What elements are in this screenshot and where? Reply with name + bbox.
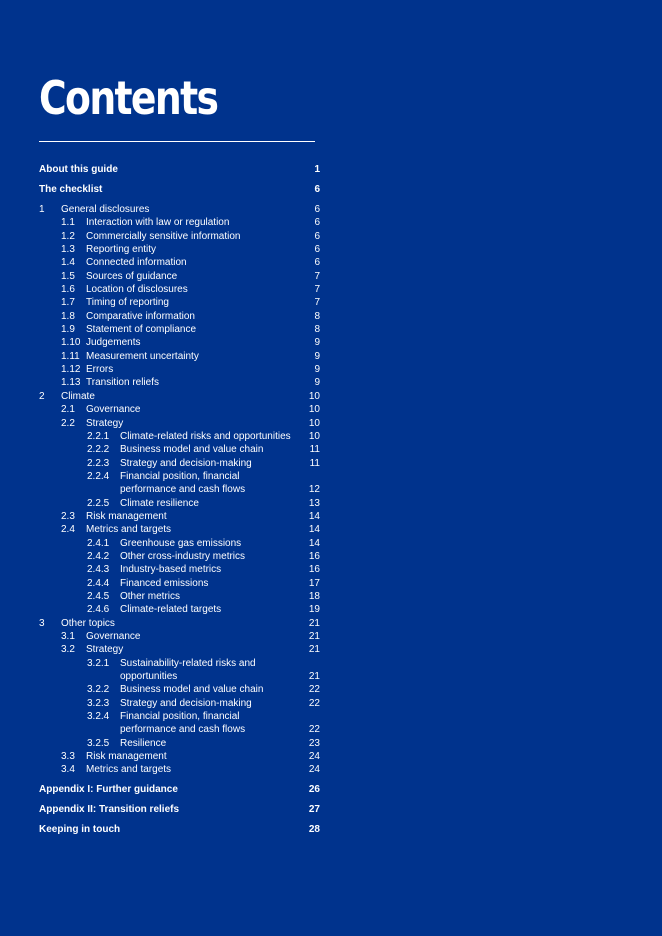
toc-entry-title: Location of disclosures	[86, 284, 188, 296]
toc-entry-page: 28	[308, 823, 320, 835]
toc-entry-number: 1.6	[61, 284, 75, 296]
toc-entry[interactable]	[39, 577, 320, 590]
toc-entry-title: Other cross-industry metrics	[120, 550, 246, 562]
toc-entry[interactable]	[39, 670, 320, 683]
toc-entry-page: 19	[308, 604, 320, 616]
toc-entry-title: Climate-related targets	[120, 604, 222, 616]
toc-entry-title: Metrics and targets	[86, 764, 172, 776]
toc-entry-title: Other topics	[61, 617, 115, 629]
toc-entry-title: Climate	[61, 390, 95, 402]
toc-entry-page: 23	[308, 737, 320, 749]
toc-entry-number: 2.4.6	[87, 604, 110, 616]
toc-entry-page: 21	[308, 644, 320, 656]
toc-entry-title: Risk management	[86, 510, 167, 522]
toc-entry-title: Business model and value chain	[120, 684, 264, 696]
toc-entry-number: 1.8	[61, 310, 75, 322]
toc-entry[interactable]	[39, 590, 320, 603]
toc-entry-number: 2.2	[61, 417, 75, 429]
toc-entry-title: Other metrics	[120, 590, 181, 602]
toc-entry-title: Commercially sensitive information	[86, 230, 241, 242]
toc-entry-number: 3.2.3	[87, 697, 110, 709]
toc-entry-number: 3.2.2	[87, 684, 110, 696]
toc-entry-title: Financed emissions	[120, 577, 209, 589]
toc-entry-number: 3.4	[61, 764, 75, 776]
toc-entry-page: 14	[308, 510, 320, 522]
toc-entry-number: 2.4.2	[87, 550, 110, 562]
toc-entry-title: Governance	[86, 631, 141, 642]
toc-entry-number: 2.4.3	[87, 564, 110, 576]
toc-entry[interactable]	[39, 310, 320, 323]
toc-entry[interactable]	[39, 430, 320, 443]
toc-entry[interactable]	[39, 336, 320, 349]
toc-entry-page: 6	[314, 230, 320, 242]
toc-entry-title: Appendix II: Transition reliefs	[39, 803, 180, 815]
toc-entry-page: 21	[308, 631, 320, 642]
toc-entry-number: 2.1	[61, 404, 75, 416]
toc-entry-title: Strategy	[86, 644, 124, 656]
toc-entry-page: 6	[314, 217, 320, 229]
toc-entry-title: Reporting entity	[86, 244, 157, 256]
toc-entry-page: 8	[314, 310, 320, 322]
toc-entry[interactable]	[39, 270, 320, 283]
toc-entry-title: Timing of reporting	[86, 297, 169, 309]
toc-entry[interactable]	[39, 243, 320, 256]
toc-entry[interactable]	[39, 657, 320, 670]
toc-section-entry[interactable]	[39, 803, 320, 817]
toc-entry-title: Governance	[86, 404, 141, 416]
toc-entry-page: 9	[314, 364, 320, 376]
toc-entry-page: 11	[309, 457, 320, 469]
toc-entry-number: 2.2.5	[87, 497, 110, 509]
toc-entry-page: 21	[308, 671, 320, 683]
toc-section-entry[interactable]	[39, 183, 320, 197]
toc-section-entry[interactable]	[39, 163, 320, 177]
toc-entry-page: 24	[308, 764, 320, 776]
toc-entry-page: 6	[314, 184, 320, 195]
toc-entry-title: Business model and value chain	[120, 444, 264, 456]
toc-entry[interactable]	[39, 443, 320, 456]
toc-entry[interactable]	[39, 376, 320, 389]
toc-entry-number: 1.1	[61, 217, 75, 229]
toc-entry[interactable]	[39, 296, 320, 309]
toc-entry-number: 2.4	[61, 524, 75, 536]
toc-entry-page: 6	[314, 244, 320, 256]
toc-entry-page: 9	[314, 377, 320, 389]
toc-entry-page: 16	[308, 550, 320, 562]
toc-entry-page: 8	[314, 324, 320, 336]
toc-entry[interactable]	[39, 683, 320, 696]
toc-entry-title: Strategy	[86, 417, 124, 429]
toc-entry-page: 6	[314, 257, 320, 269]
toc-entry-page: 7	[314, 297, 320, 309]
toc-entry-page: 14	[308, 524, 320, 536]
toc-entry-page: 17	[308, 577, 320, 589]
toc-entry[interactable]	[39, 417, 320, 430]
toc-entry[interactable]	[39, 710, 320, 723]
toc-entry-page: 11	[309, 444, 320, 456]
toc-entry-number: 1.13	[61, 377, 81, 389]
toc-entry-title: performance and cash flows	[120, 724, 246, 736]
toc-entry-page: 10	[308, 417, 320, 429]
toc-entry-title: Judgements	[86, 337, 141, 349]
toc-entry-number: 1.5	[61, 270, 75, 282]
toc-entry-number: 2	[39, 390, 45, 402]
toc-entry-title: The checklist	[39, 184, 103, 195]
toc-entry-title: opportunities	[120, 671, 178, 683]
toc-entry-page: 10	[308, 390, 320, 402]
toc-entry-number: 2.2.3	[87, 457, 110, 469]
toc-entry[interactable]	[39, 470, 320, 483]
toc-entry-number: 1	[39, 204, 45, 215]
toc-entry-title: Industry-based metrics	[120, 564, 222, 576]
toc-entry-page: 7	[314, 270, 320, 282]
toc-entry[interactable]	[39, 363, 320, 376]
toc-entry-number: 1.10	[61, 337, 81, 349]
toc-entry[interactable]	[39, 563, 320, 576]
toc-entry[interactable]	[39, 457, 320, 470]
toc-entry-title: Climate resilience	[120, 497, 199, 509]
toc-entry-page: 14	[308, 537, 320, 549]
toc-entry-page: 7	[314, 284, 320, 296]
toc-entry-page: 27	[308, 803, 320, 815]
toc-entry[interactable]	[39, 350, 320, 363]
toc-entry-title: Keeping in touch	[39, 823, 121, 835]
toc-entry-number: 3.2.1	[87, 657, 110, 669]
toc-entry-title: Financial position, financial	[120, 711, 240, 723]
toc-entry-page: 1	[314, 164, 320, 175]
toc-entry[interactable]	[39, 537, 320, 550]
toc-entry[interactable]	[39, 230, 320, 243]
toc-entry-title: Transition reliefs	[86, 377, 159, 389]
toc-entry-page: 21	[308, 617, 320, 629]
toc-entry-title: Greenhouse gas emissions	[120, 537, 242, 549]
toc-entry-page: 12	[308, 484, 320, 496]
toc-entry[interactable]	[39, 643, 320, 656]
toc-entry[interactable]	[39, 750, 320, 763]
toc-entry[interactable]	[39, 510, 320, 523]
toc-entry-number: 3.2.5	[87, 737, 110, 749]
toc-entry-title: Strategy and decision-making	[120, 457, 252, 469]
toc-entry[interactable]	[39, 256, 320, 269]
toc-entry[interactable]	[39, 617, 320, 630]
toc-entry-title: Strategy and decision-making	[120, 697, 252, 709]
toc-entry-number: 3	[39, 617, 45, 629]
toc-entry-title: Connected information	[86, 257, 187, 269]
toc-entry-page: 18	[308, 590, 320, 602]
toc-entry-number: 2.4.5	[87, 590, 110, 602]
toc-entry-title: Financial position, financial	[120, 470, 240, 482]
toc-entry-page: 26	[308, 783, 320, 795]
toc-entry-number: 1.3	[61, 244, 75, 256]
toc-entry-number: 2.4.1	[87, 537, 110, 549]
toc-entry-number: 3.3	[61, 751, 75, 763]
toc-entry-page: 10	[308, 404, 320, 416]
toc-entry[interactable]	[39, 737, 320, 750]
toc-entry-number: 2.2.2	[87, 444, 110, 456]
toc-entry-title: Comparative information	[86, 310, 195, 322]
toc-entry-page: 24	[308, 751, 320, 763]
toc-entry-title: Sources of guidance	[86, 270, 178, 282]
toc-entry-number: 2.2.4	[87, 470, 110, 482]
toc-entry-page: 6	[314, 204, 320, 215]
toc-entry[interactable]	[39, 550, 320, 563]
page-title: Contents	[39, 71, 218, 125]
toc-entry[interactable]	[39, 323, 320, 336]
toc-entry-title: Interaction with law or regulation	[86, 217, 230, 229]
toc-entry-title: Climate-related risks and opportunities	[120, 430, 291, 442]
toc-entry-page: 22	[308, 697, 320, 709]
toc-entry-page: 10	[308, 430, 320, 442]
toc-entry-page: 16	[308, 564, 320, 576]
toc-entry[interactable]	[39, 497, 320, 510]
toc-entry-title: Errors	[86, 364, 114, 376]
toc-entry-title: General disclosures	[61, 204, 150, 215]
toc-entry[interactable]	[39, 390, 320, 403]
toc-entry-number: 3.2.4	[87, 711, 110, 723]
toc-entry[interactable]	[39, 403, 320, 416]
title-divider	[39, 141, 315, 142]
toc-entry-title: About this guide	[39, 164, 118, 175]
toc-entry-number: 2.4.4	[87, 577, 110, 589]
toc-entry[interactable]	[39, 630, 320, 643]
toc-entry[interactable]	[39, 697, 320, 710]
toc-entry-title: Statement of compliance	[86, 324, 197, 336]
toc-entry[interactable]	[39, 723, 320, 736]
toc-entry-number: 3.1	[61, 631, 75, 642]
toc-entry[interactable]	[39, 603, 320, 616]
toc-entry-title: Measurement uncertainty	[86, 350, 199, 362]
toc-entry-title: Resilience	[120, 737, 167, 749]
toc-entry[interactable]	[39, 216, 320, 229]
toc-entry-number: 1.7	[61, 297, 75, 309]
toc-entry-number: 1.9	[61, 324, 75, 336]
toc-entry-title: Metrics and targets	[86, 524, 172, 536]
toc-entry-title: Sustainability-related risks and	[120, 657, 256, 669]
toc-section-entry[interactable]	[39, 783, 320, 797]
toc-entry-number: 2.3	[61, 510, 75, 522]
toc-entry[interactable]	[39, 203, 320, 216]
toc-section-entry[interactable]	[39, 823, 320, 837]
toc-entry-title: Appendix I: Further guidance	[39, 783, 178, 795]
toc-entry[interactable]	[39, 763, 320, 776]
toc-entry-title: performance and cash flows	[120, 484, 246, 496]
toc-entry-number: 1.4	[61, 257, 75, 269]
toc-entry-page: 9	[314, 337, 320, 349]
toc-entry-number: 1.12	[61, 364, 81, 376]
toc-entry-page: 9	[314, 350, 320, 362]
toc-entry-number: 3.2	[61, 644, 75, 656]
table-of-contents	[39, 163, 320, 837]
toc-entry[interactable]	[39, 283, 320, 296]
toc-entry-number: 2.2.1	[87, 430, 110, 442]
toc-entry-title: Risk management	[86, 751, 167, 763]
toc-entry[interactable]	[39, 523, 320, 536]
toc-entry-page: 13	[308, 497, 320, 509]
toc-entry-page: 22	[308, 684, 320, 696]
toc-entry-page: 22	[308, 724, 320, 736]
toc-entry-number: 1.2	[61, 230, 75, 242]
toc-entry-number: 1.11	[61, 350, 80, 362]
toc-entry[interactable]	[39, 483, 320, 496]
